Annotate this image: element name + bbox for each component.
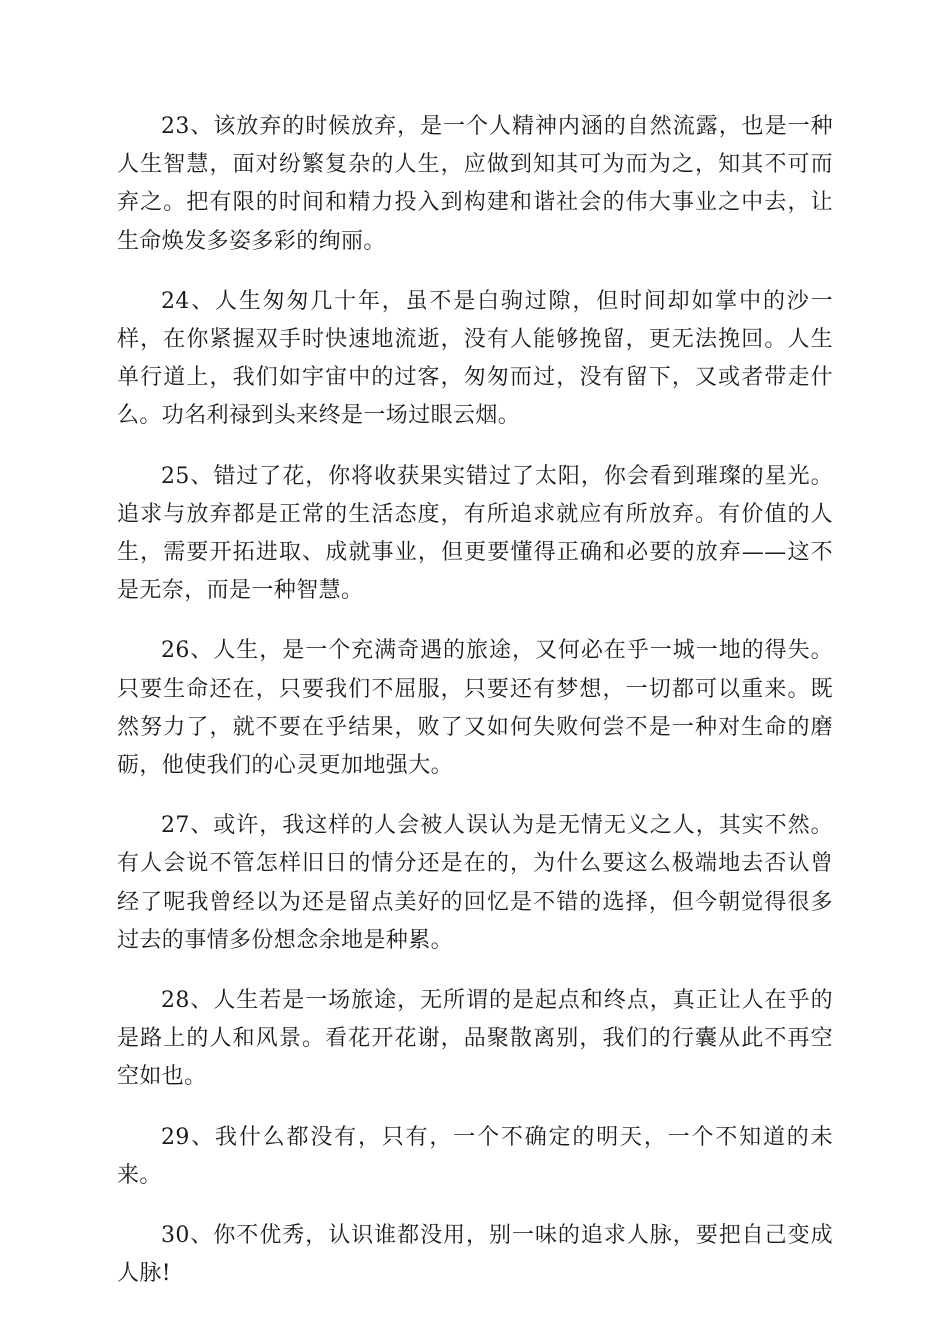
paragraph-30: 30、你不优秀，认识谁都没用，别一味的追求人脉，要把自己变成人脉! xyxy=(117,1223,833,1287)
document-body xyxy=(117,108,833,1315)
paragraph-28: 28、人生若是一场旅途，无所谓的是起点和终点，真正让人在乎的是路上的人和风景。看花开花谢，品聚散离别，我们的行囊从此不再空空如也。 xyxy=(117,988,833,1090)
paragraph-26: 26、人生，是一个充满奇遇的旅途，又何必在乎一城一地的得失。只要生命还在，只要我们不屈服，只要还有梦想，一切都可以重来。既然努力了，就不要在乎结果，败了又如何失败何尝不是一种对生命的磨砺，他使我们的心灵更加地强大。 xyxy=(117,638,833,779)
paragraph-27: 27、或许，我这样的人会被人误认为是无情无义之人，其实不然。有人会说不管怎样旧日的情分还是在的，为什么要这么极端地去否认曾经了呢我曾经以为还是留点美好的回忆是不错的选择，但今朝觉得很多过去的事情多份想念余地是种累。 xyxy=(117,813,833,953)
paragraph-23: 23、该放弃的时候放弃，是一个人精神内涵的自然流露，也是一种人生智慧，面对纷繁复杂的人生，应做到知其可为而为之，知其不可而弃之。把有限的时间和精力投入到构建和谐社会的伟大事业之中去，让生命焕发多姿多彩的绚丽。 xyxy=(117,114,833,254)
paragraph-24: 24、人生匆匆几十年，虽不是白驹过隙，但时间却如掌中的沙一样，在你紧握双手时快速地流逝，没有人能够挽留，更无法挽回。人生单行道上，我们如宇宙中的过客，匆匆而过，没有留下，又或者带走什么。功名利禄到头来终是一场过眼云烟。 xyxy=(117,288,833,429)
paragraph-25: 25、错过了花，你将收获果实错过了太阳，你会看到璀璨的星光。追求与放弃都是正常的生活态度，有所追求就应有所放弃。有价值的人生，需要开拓进取、成就事业，但更要懂得正确和必要的放弃——这不是无奈，而是一种智慧。 xyxy=(117,463,833,604)
paragraph-29: 29、我什么都没有，只有，一个不确定的明天，一个不知道的未来。 xyxy=(117,1124,833,1188)
